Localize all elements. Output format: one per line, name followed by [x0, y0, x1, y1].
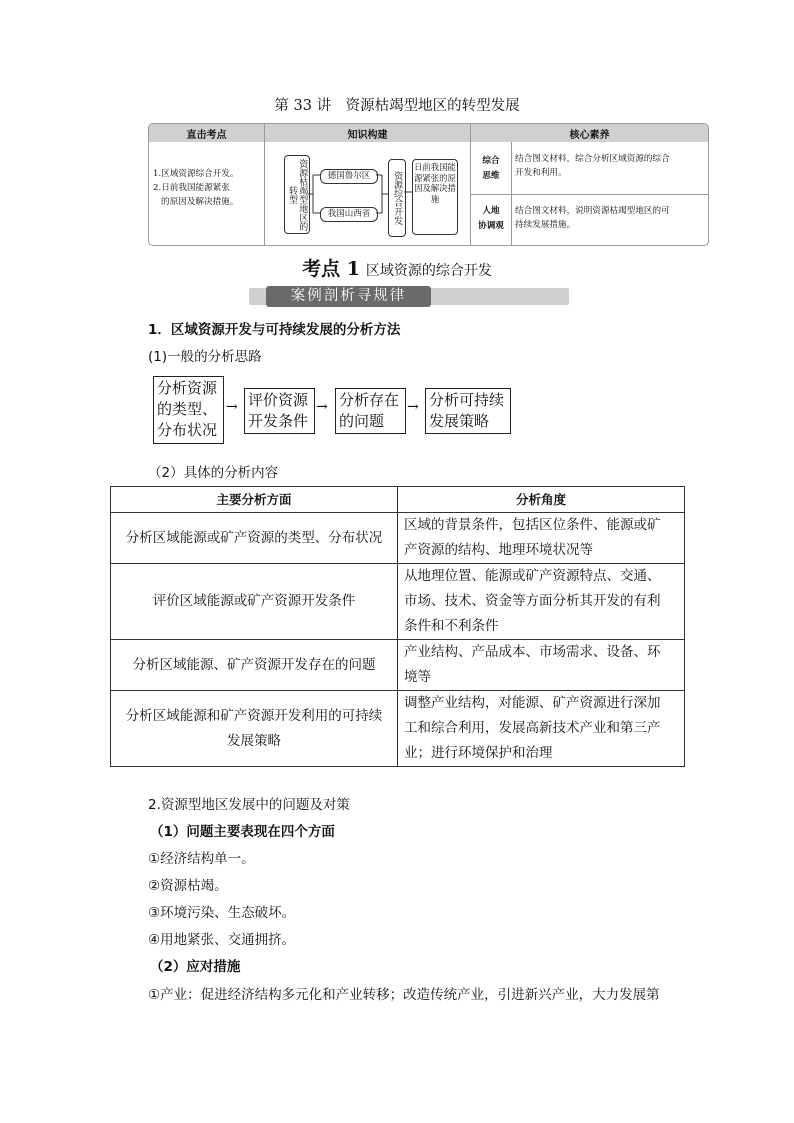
header-points: 直击考点 — [186, 130, 227, 141]
kaodian-heading — [0, 254, 794, 281]
point-line: 1.区域资源综合开发。 — [153, 169, 239, 179]
table-cell-aspect: 评价区域能源或矿产资源开发条件 — [111, 564, 398, 640]
mid-connector — [404, 190, 412, 194]
summary-table — [148, 123, 709, 246]
table-row — [111, 640, 685, 691]
point-line: 2.日前我国能源紧张 — [153, 183, 230, 193]
knowledge-branch-shanxi: 我国山西省 — [320, 207, 378, 222]
kaodian-subtitle: 区域资源的综合开发 — [365, 263, 492, 279]
problem-item: ③环境污染、生态破坏。 — [148, 905, 296, 921]
branch-connector-left — [308, 169, 320, 219]
section1-heading: 1．区域资源开发与可持续发展的分析方法 — [148, 322, 401, 338]
table-cell-angle: 产业结构、产品成本、市场需求、设备、环 境等 — [398, 640, 685, 691]
point-line: 的原因及解决措施。 — [161, 197, 239, 207]
measure-line: ①产业：促进经济结构多元化和产业转移；改造传统产业，引进新兴产业，大力发展第 — [148, 987, 660, 1003]
banner-label: 案例剖析寻规律 — [266, 286, 431, 307]
table-header-row — [111, 487, 685, 513]
page-title: 第 33 讲 资源枯竭型地区的转型发展 — [274, 98, 520, 114]
table-row — [111, 691, 685, 767]
analysis-table — [110, 486, 685, 767]
section2-heading: 2.资源型地区发展中的问题及对策 — [148, 797, 350, 813]
flow-step-2: 评价资源 开发条件 — [244, 388, 315, 434]
problem-item: ①经济结构单一。 — [148, 851, 255, 867]
section1-sub2: （2）具体的分析内容 — [148, 465, 279, 481]
flow-arrow: → — [316, 399, 328, 415]
flow-step-3: 分析存在 的问题 — [335, 388, 406, 434]
literacy-text-2: 结合图文材料，说明资源枯竭型地区的可 持续发展措施。 — [515, 206, 670, 230]
literacy-text-1: 结合图文材料，综合分析区域资源的综合 开发和利用。 — [515, 154, 670, 178]
table-cell-aspect: 分析区域能源或矿产资源的类型、分布状况 — [111, 513, 398, 564]
header-literacy: 核心素养 — [569, 130, 610, 141]
knowledge-right: 日前我国能源紧张的原因及解决措施 — [412, 159, 458, 235]
summary-points — [153, 167, 263, 209]
table-row — [111, 564, 685, 640]
flow-step-1: 分析资源 的类型、 分布状况 — [153, 376, 224, 444]
literacy-label-2: 人地 协调观 — [478, 206, 504, 231]
header-knowledge: 知识构建 — [347, 130, 388, 141]
table-header-aspect: 主要分析方面 — [111, 487, 398, 513]
problem-item: ④用地紧张、交通拥挤。 — [148, 932, 296, 948]
knowledge-branch-ruhr: 德国鲁尔区 — [320, 169, 378, 184]
literacy-label-1: 综合 思维 — [482, 156, 500, 181]
flow-step-4: 分析可持续 发展策略 — [425, 388, 511, 434]
kaodian-number: 考点 1 — [302, 258, 360, 280]
summary-header — [149, 124, 708, 142]
table-cell-angle: 从地理位置、能源或矿产资源特点、交通、 市场、技术、资金等方面分析其开发的有利 条件和不利条件 — [398, 564, 685, 640]
table-cell-angle: 区域的背景条件，包括区位条件、能源或矿 产资源的结构、地理环境状况等 — [398, 513, 685, 564]
section1-sub1: (1)一般的分析思路 — [148, 349, 262, 365]
table-row — [111, 513, 685, 564]
flow-arrow: → — [407, 399, 419, 415]
table-cell-aspect: 分析区域能源、矿产资源开发存在的问题 — [111, 640, 398, 691]
problem-item: ②资源枯竭。 — [148, 878, 228, 894]
section2-sub1: （1）问题主要表现在四个方面 — [150, 824, 335, 840]
flow-arrow: → — [226, 399, 238, 415]
section2-sub2: （2）应对措施 — [150, 959, 241, 975]
table-cell-angle: 调整产业结构，对能源、矿产资源进行深加 工和综合利用，发展高新技术产业和第三产 业；进行环境保护和治理 — [398, 691, 685, 767]
knowledge-mid: 资源综合开发 — [388, 159, 406, 237]
knowledge-root: 资源枯竭型地区的转型 — [284, 155, 310, 234]
branch-connector-right — [376, 169, 388, 219]
table-header-angle: 分析角度 — [398, 487, 685, 513]
table-cell-aspect: 分析区域能源和矿产资源开发利用的可持续 发展策略 — [111, 691, 398, 767]
